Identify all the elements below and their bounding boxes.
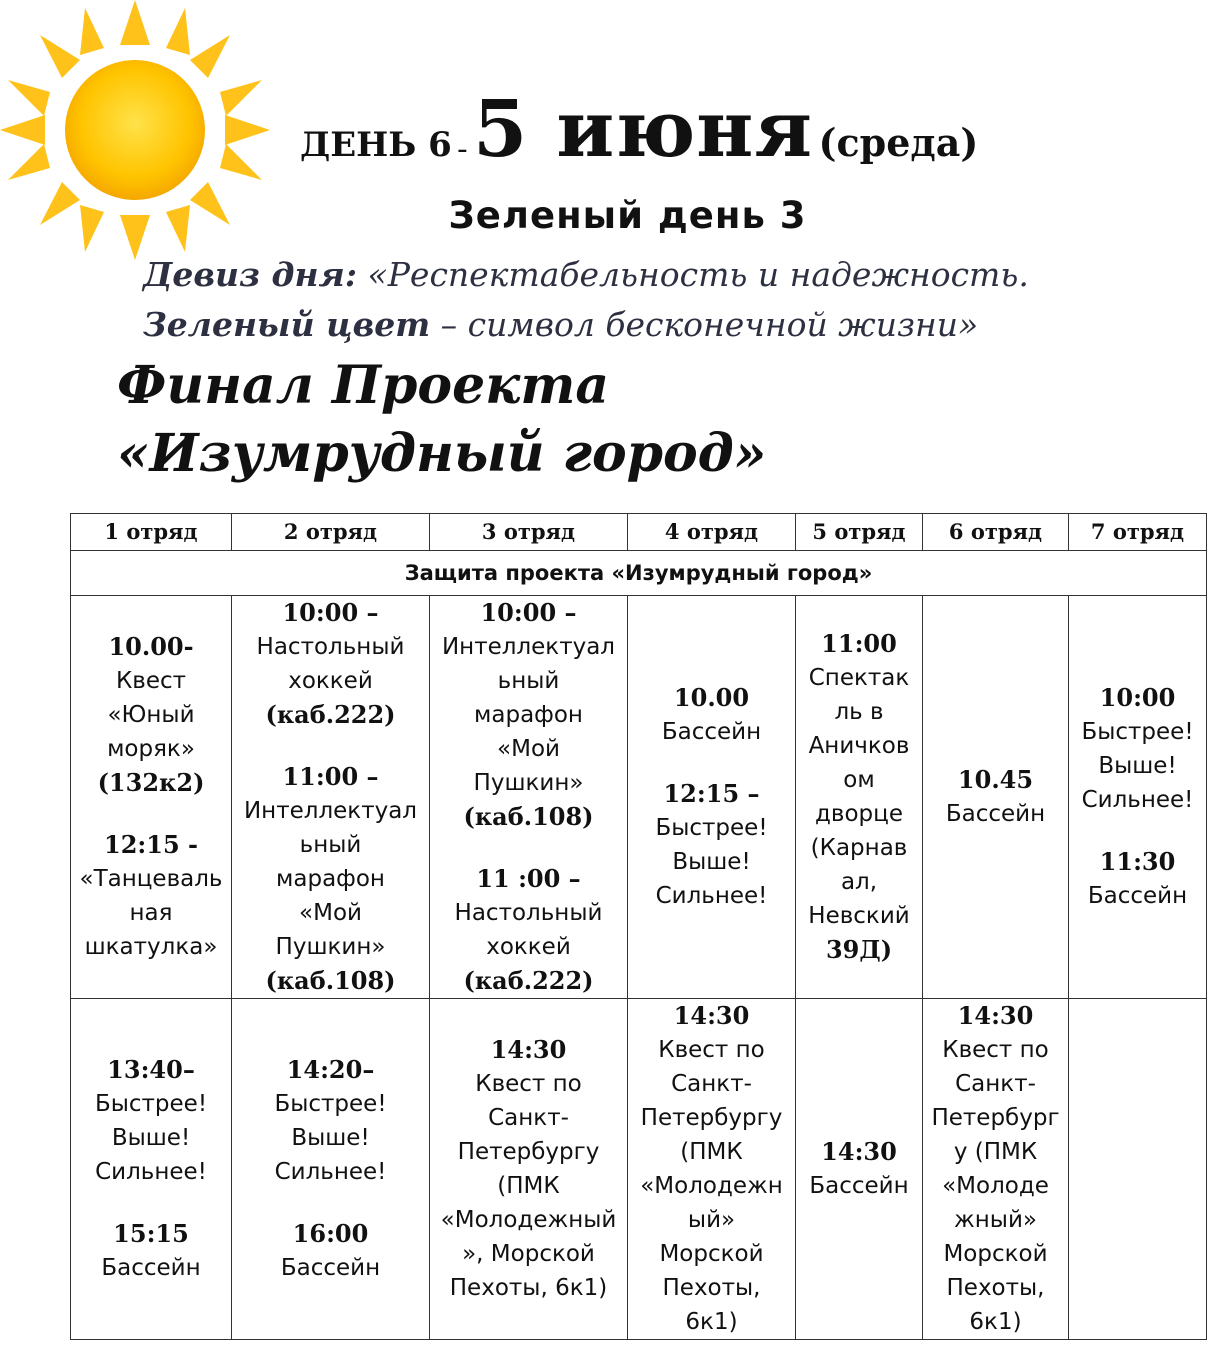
activity-text: «Юный xyxy=(107,702,195,728)
activity-text: Квест xyxy=(115,668,187,694)
time-label: 14:30 xyxy=(957,1001,1034,1030)
time-label: 16:00 xyxy=(292,1219,369,1248)
activity-text: «Мой xyxy=(497,736,560,762)
time-label: 12:15 – xyxy=(663,779,760,808)
activity-text: Бассейн xyxy=(101,1255,201,1281)
activity-text: Бассейн xyxy=(280,1255,381,1281)
day-heading xyxy=(300,84,1000,175)
motto-label: Девиз дня: xyxy=(143,255,358,294)
activity-text: марафон xyxy=(474,702,583,728)
activity-text: хоккей xyxy=(288,668,373,694)
activity-text: Бассейн xyxy=(809,1173,909,1199)
activity-text: Интеллектуал xyxy=(441,634,616,660)
cell xyxy=(232,999,430,1340)
activity-text: дворце xyxy=(815,801,903,827)
activity-text: ьный xyxy=(497,668,560,694)
cell xyxy=(923,999,1069,1340)
activity-text: Пехоты, xyxy=(946,1275,1045,1301)
weekday: (среда) xyxy=(818,120,979,165)
day-dash: – xyxy=(457,137,468,161)
activity-text: Аничков xyxy=(808,733,910,759)
activity-text: Бассейн xyxy=(661,719,762,745)
cell xyxy=(796,596,923,999)
col-header: 5 отряд xyxy=(796,514,923,551)
col-header: 7 отряд xyxy=(1069,514,1207,551)
activity-text: моряк» xyxy=(107,736,195,762)
activity-text: «Молодежный xyxy=(440,1207,617,1233)
activity-text: Квест по xyxy=(942,1037,1049,1063)
col-header: 1 отряд xyxy=(71,514,232,551)
activity-text: Невский xyxy=(808,903,910,929)
activity-text: Быстрее! xyxy=(1081,719,1194,745)
cell xyxy=(628,999,796,1340)
cell xyxy=(1069,596,1207,999)
cell xyxy=(430,596,628,999)
activity-text: Сильнее! xyxy=(95,1159,207,1185)
time-label: 14:20– xyxy=(286,1055,375,1084)
activity-text: 6к1) xyxy=(685,1309,738,1335)
activity-text: Интеллектуал xyxy=(243,798,418,824)
table-row xyxy=(71,596,1207,999)
activity-text: Выше! xyxy=(111,1125,191,1151)
room-label: (каб.108) xyxy=(463,802,594,831)
time-label: 10:00 – xyxy=(480,598,577,627)
activity-text: «Мой xyxy=(299,900,362,926)
motto-label-2: Зеленый цвет xyxy=(143,305,431,344)
theme-title: Зеленый день 3 xyxy=(448,194,807,237)
activity-text: Пехоты, xyxy=(662,1275,761,1301)
activity-text: Санкт- xyxy=(955,1071,1036,1097)
activity-text: Быстрее! xyxy=(655,815,768,841)
activity-text: (ПМК xyxy=(497,1173,560,1199)
col-header: 3 отряд xyxy=(430,514,628,551)
final-line-2: «Изумрудный город» xyxy=(117,423,767,484)
activity-text: Квест по xyxy=(658,1037,765,1063)
time-label: 14:30 xyxy=(673,1001,750,1030)
activity-text: Сильнее! xyxy=(1081,787,1194,813)
activity-text: ал, xyxy=(840,869,878,895)
activity-text: Настольный xyxy=(454,900,603,926)
cell xyxy=(71,596,232,999)
schedule-table xyxy=(70,513,1207,1340)
activity-text: 6к1) xyxy=(969,1309,1022,1335)
room-label: (132к2) xyxy=(97,768,205,797)
time-label: 12:15 - xyxy=(104,830,198,859)
final-line-1: Финал Проекта xyxy=(117,355,610,416)
activity-text: (Карнав xyxy=(810,835,908,861)
activity-text: хоккей xyxy=(486,934,571,960)
activity-text: ьный xyxy=(299,832,362,858)
motto-text: «Респектабельность и надежность. xyxy=(367,255,1029,294)
time-label: 11:00 – xyxy=(282,762,379,791)
time-label: 10.00 xyxy=(673,683,750,712)
activity-text: Выше! xyxy=(1098,753,1177,779)
activity-text: марафон xyxy=(276,866,385,892)
activity-text: у (ПМК xyxy=(953,1139,1038,1165)
activity-text: Настольный xyxy=(256,634,405,660)
activity-text: Пушкин» xyxy=(275,934,386,960)
activity-text: шкатулка» xyxy=(84,934,218,960)
activity-text: Выше! xyxy=(291,1125,370,1151)
activity-text: ная xyxy=(129,900,173,926)
time-label: 10:00 – xyxy=(282,598,379,627)
activity-text: жный» xyxy=(954,1207,1037,1233)
room-label: 39Д) xyxy=(825,935,893,964)
cell xyxy=(232,596,430,999)
time-label: 10:00 xyxy=(1099,683,1176,712)
activity-text: Петербург xyxy=(931,1105,1060,1131)
day-label: ДЕНЬ 6 xyxy=(300,125,452,165)
cell xyxy=(923,596,1069,999)
room-label: (каб.108) xyxy=(265,966,396,995)
activity-text: Бассейн xyxy=(945,801,1046,827)
time-label: 14:30 xyxy=(490,1035,567,1064)
time-label: 11:00 xyxy=(821,629,897,658)
activity-text: «Молодежн xyxy=(640,1173,783,1199)
time-label: 11:30 xyxy=(1099,847,1176,876)
time-label: 10.00- xyxy=(108,632,194,661)
time-label: 15:15 xyxy=(113,1219,189,1248)
cell xyxy=(430,999,628,1340)
activity-text: «Танцеваль xyxy=(79,866,223,892)
date: 5 июня xyxy=(472,84,813,175)
activity-text: (ПМК xyxy=(680,1139,743,1165)
activity-text: », Морской xyxy=(462,1241,595,1267)
cell xyxy=(796,999,923,1340)
activity-text: Быстрее! xyxy=(274,1091,387,1117)
activity-text: Быстрее! xyxy=(94,1091,208,1117)
activity-text: ый» xyxy=(687,1207,736,1233)
activity-text: Пушкин» xyxy=(473,770,584,796)
activity-text: Бассейн xyxy=(1087,883,1188,909)
final-title xyxy=(117,352,1117,488)
motto xyxy=(143,250,1203,350)
col-header: 2 отряд xyxy=(232,514,430,551)
col-header: 6 отряд xyxy=(923,514,1069,551)
activity-text: Сильнее! xyxy=(274,1159,387,1185)
banner-row: Защита проекта «Изумрудный город» xyxy=(71,551,1207,596)
time-label: 11 :00 – xyxy=(476,864,581,893)
activity-text: Сильнее! xyxy=(655,883,768,909)
motto-text-2: – символ бесконечной жизни» xyxy=(440,305,979,344)
activity-text: Морской xyxy=(943,1241,1048,1267)
header-row xyxy=(71,514,1207,551)
activity-text: «Молоде xyxy=(942,1173,1049,1199)
col-header: 4 отряд xyxy=(628,514,796,551)
cell xyxy=(1069,999,1207,1340)
table-row xyxy=(71,999,1207,1340)
activity-text: ль в xyxy=(834,699,884,725)
activity-text: Петербургу xyxy=(457,1139,600,1165)
activity-text: ом xyxy=(843,767,875,793)
time-label: 13:40– xyxy=(107,1055,195,1084)
activity-text: Квест по xyxy=(475,1071,582,1097)
time-label: 10.45 xyxy=(957,765,1034,794)
room-label: (каб.222) xyxy=(265,700,396,729)
activity-text: Спектак xyxy=(808,665,910,691)
room-label: (каб.222) xyxy=(463,966,594,995)
activity-text: Морской xyxy=(659,1241,764,1267)
activity-text: Санкт- xyxy=(671,1071,752,1097)
activity-text: Петербургу xyxy=(640,1105,783,1131)
cell xyxy=(628,596,796,999)
activity-text: Выше! xyxy=(672,849,751,875)
time-label: 14:30 xyxy=(821,1137,897,1166)
cell xyxy=(71,999,232,1340)
activity-text: Пехоты, 6к1) xyxy=(449,1275,608,1301)
activity-text: Санкт- xyxy=(488,1105,569,1131)
